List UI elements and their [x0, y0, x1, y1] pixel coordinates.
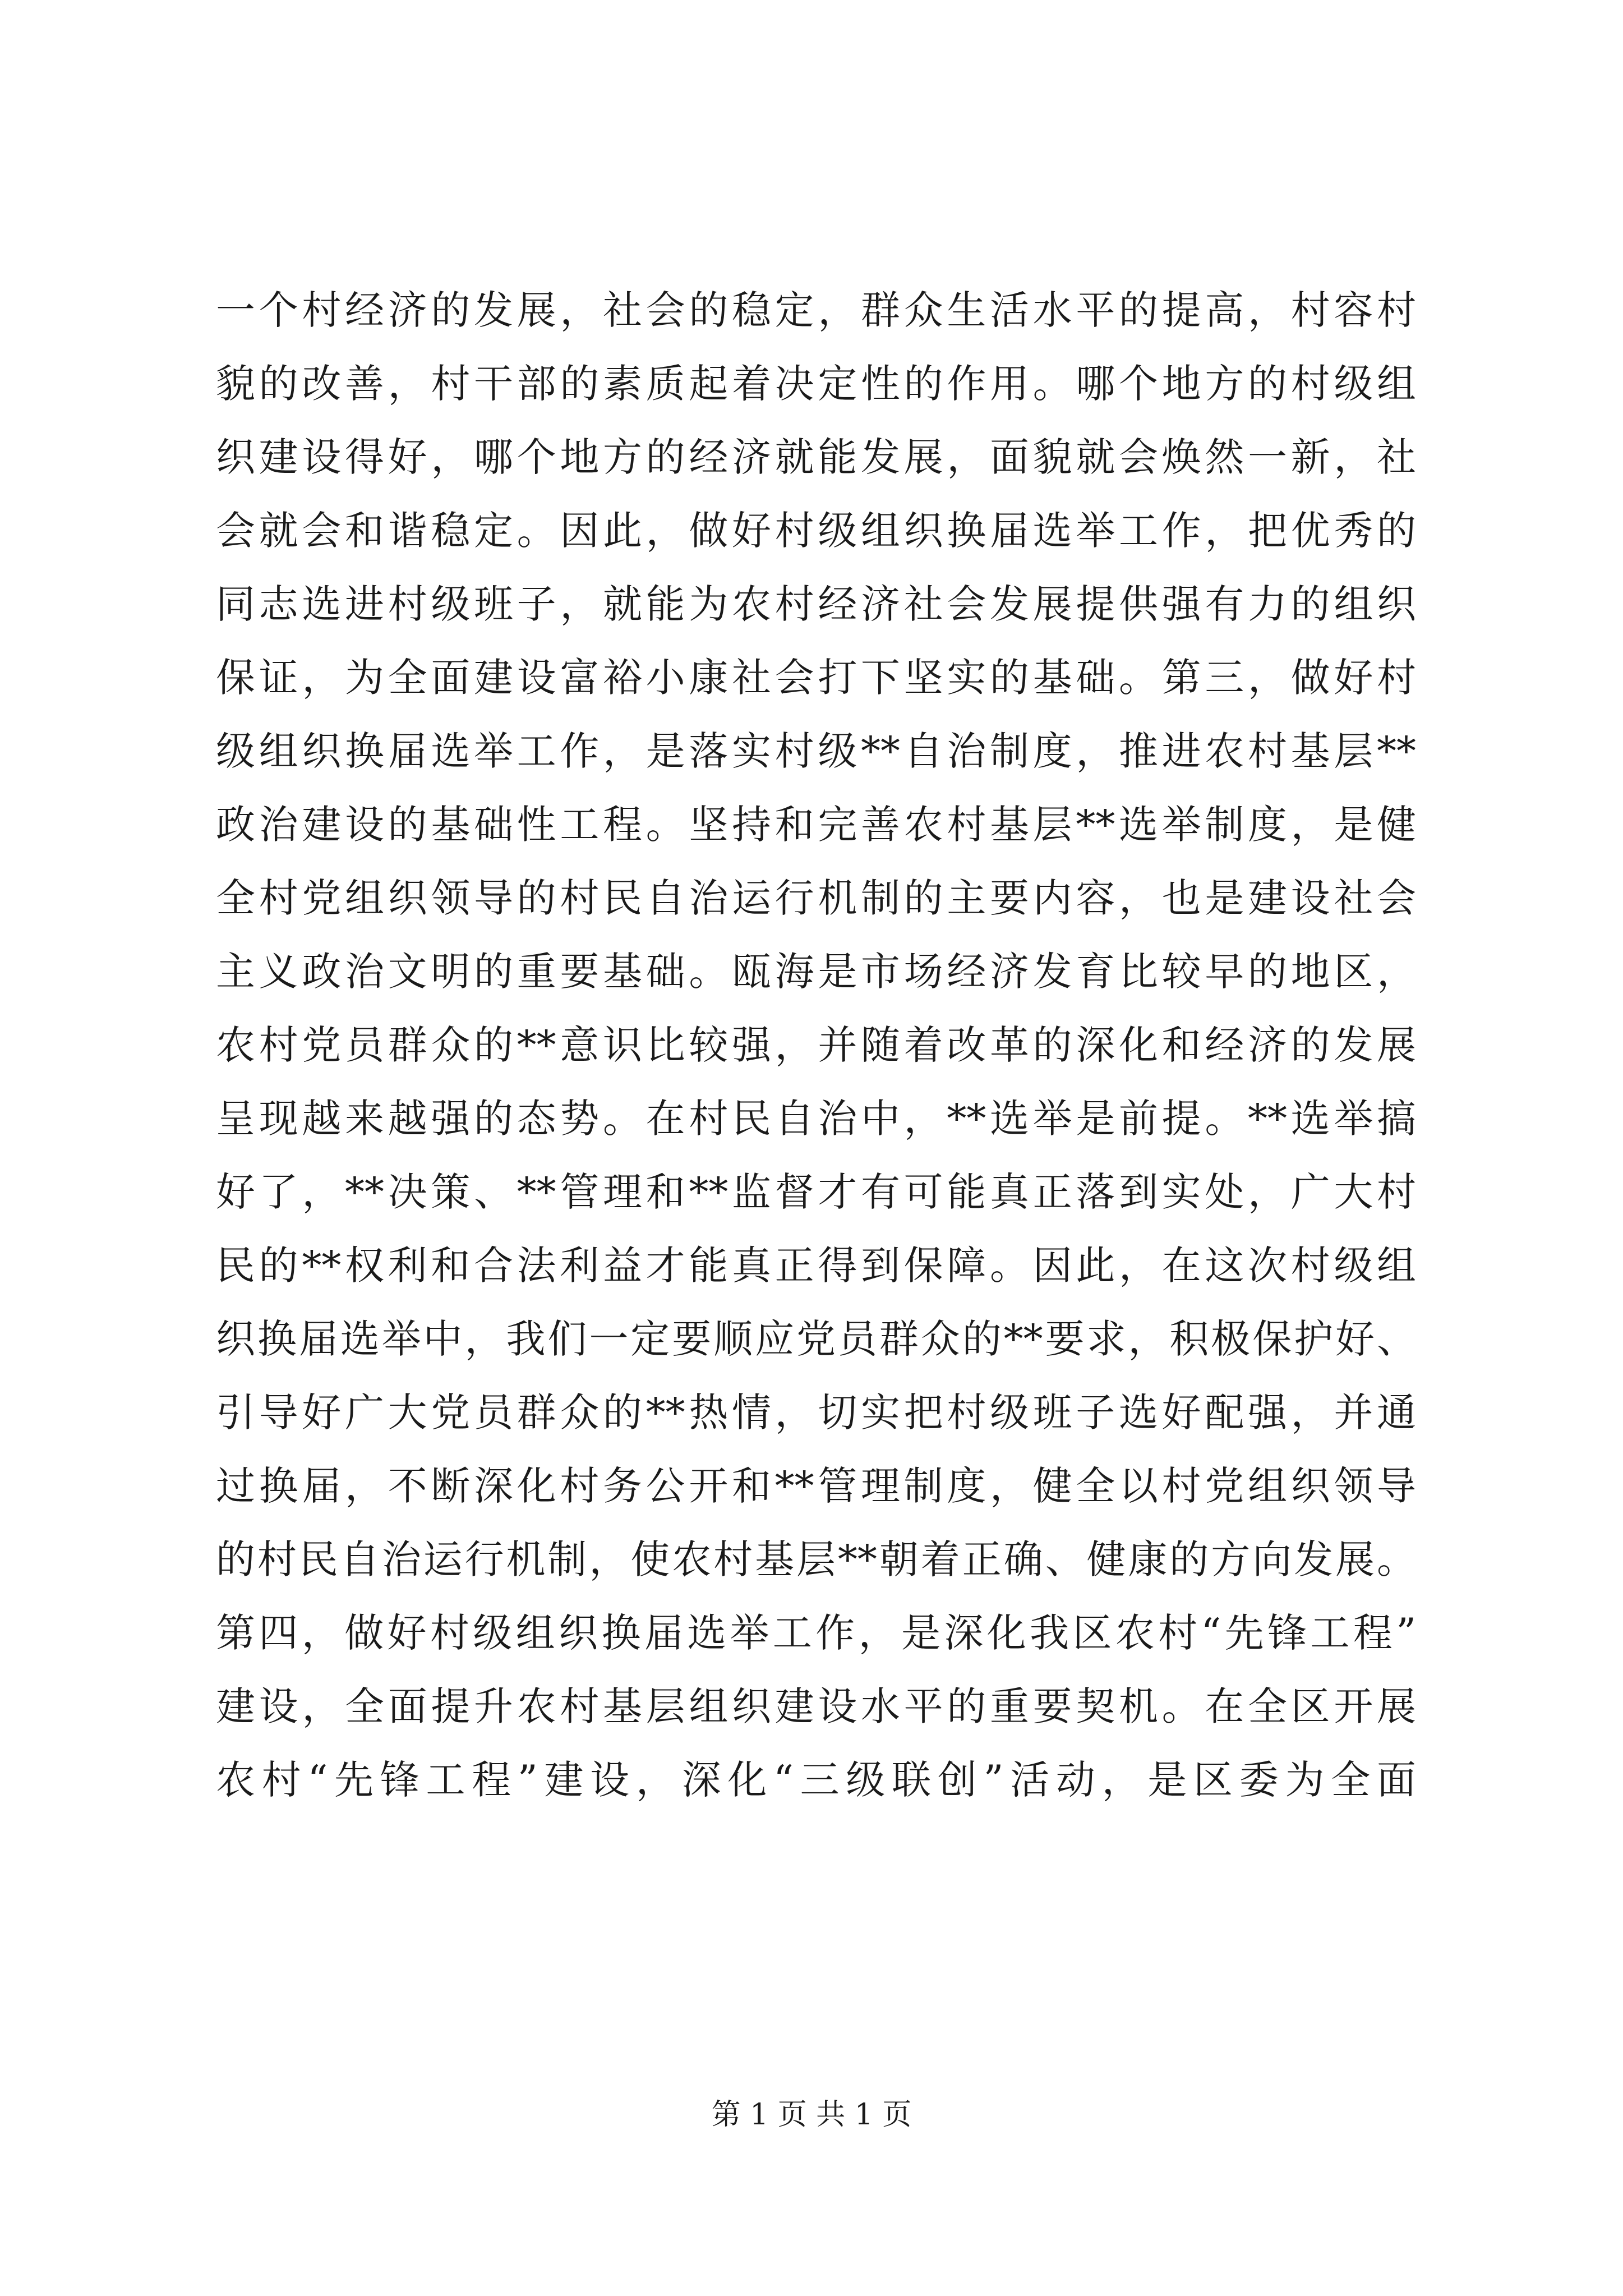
page-footer	[0, 2095, 1623, 2134]
text-line: 保证，为全面建设富裕小康社会打下坚实的基础。第三，做好村	[216, 655, 1416, 701]
text-line: 级组织换届选举工作，是落实村级**自治制度，推进农村基层**	[216, 728, 1416, 774]
text-line: 全村党组织领导的村民自治运行机制的主要内容，也是建设社会	[216, 875, 1416, 921]
text-line: 一个村经济的发展，社会的稳定，群众生活水平的提高，村容村	[216, 287, 1416, 333]
text-line: 民的**权利和合法利益才能真正得到保障。因此，在这次村级组	[216, 1243, 1416, 1289]
text-line: 引导好广大党员群众的**热情，切实把村级班子选好配强，并通	[216, 1389, 1416, 1435]
text-line: 会就会和谐稳定。因此，做好村级组织换届选举工作，把优秀的	[216, 508, 1416, 554]
text-line: 建设，全面提升农村基层组织建设水平的重要契机。在全区开展	[216, 1683, 1416, 1729]
text-line: 同志选进村级班子，就能为农村经济社会发展提供强有力的组织	[216, 581, 1416, 627]
text-line: 织换届选举中，我们一定要顺应党员群众的**要求，积极保护好、	[216, 1316, 1416, 1362]
text-line: 农村党员群众的**意识比较强，并随着改革的深化和经济的发展	[216, 1022, 1416, 1068]
text-line: 农村“先锋工程”建设，深化“三级联创”活动，是区委为全面	[216, 1757, 1416, 1803]
text-line: 过换届，不断深化村务公开和**管理制度，健全以村党组织领导	[216, 1463, 1416, 1509]
text-line: 呈现越来越强的态势。在村民自治中，**选举是前提。**选举搞	[216, 1096, 1416, 1142]
text-line: 的村民自治运行机制，使农村基层**朝着正确、健康的方向发展。	[216, 1536, 1416, 1582]
page-number-label: 第 1 页 共 1 页	[711, 2098, 912, 2132]
text-line: 第四，做好村级组织换届选举工作，是深化我区农村“先锋工程”	[216, 1610, 1416, 1656]
text-line: 主义政治文明的重要基础。瓯海是市场经济发育比较早的地区，	[216, 949, 1416, 995]
text-line: 政治建设的基础性工程。坚持和完善农村基层**选举制度，是健	[216, 802, 1416, 848]
body-text	[216, 274, 1416, 1817]
text-line: 织建设得好，哪个地方的经济就能发展，面貌就会焕然一新，社	[216, 434, 1416, 480]
text-line: 好了，**决策、**管理和**监督才有可能真正落到实处，广大村	[216, 1169, 1416, 1215]
text-line: 貌的改善，村干部的素质起着决定性的作用。哪个地方的村级组	[216, 361, 1416, 407]
